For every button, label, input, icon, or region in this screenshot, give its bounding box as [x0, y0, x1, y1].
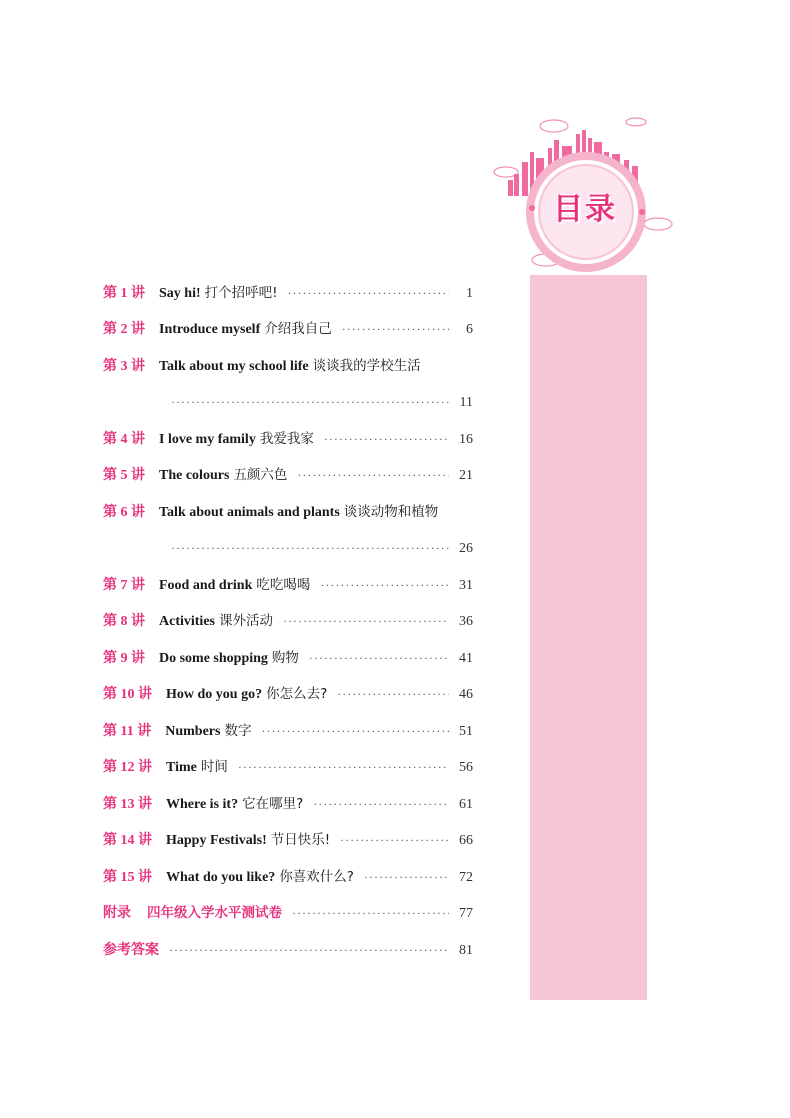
chapter-title-zh: 时间 — [200, 759, 228, 775]
leader-dots — [171, 390, 449, 414]
title-badge — [486, 112, 676, 282]
toc-title: 目录 — [553, 192, 617, 227]
page-number: 6 — [466, 322, 473, 337]
toc-entry-6-continuation[interactable] — [171, 536, 473, 560]
page-number: 46 — [459, 687, 473, 702]
answers-label: 参考答案 — [103, 942, 159, 958]
toc-entry-14[interactable] — [103, 828, 473, 852]
chapter-label: 第 6 讲 — [103, 505, 145, 520]
chapter-label: 第 8 讲 — [103, 614, 145, 629]
toc-entry-10[interactable] — [103, 682, 473, 706]
toc-entry-answers[interactable] — [103, 938, 473, 962]
appendix-label: 附录 — [103, 905, 131, 921]
chapter-label: 第 11 讲 — [103, 724, 152, 739]
toc-entry-4[interactable] — [103, 427, 473, 451]
leader-dots — [324, 427, 449, 451]
toc-entry-13[interactable] — [103, 792, 473, 816]
leader-dots — [171, 536, 449, 560]
chapter-title-zh: 我爱我家 — [259, 431, 314, 447]
chapter-title-zh: 介绍我自己 — [264, 321, 332, 337]
chapter-title-zh: 你怎么去? — [266, 686, 328, 702]
page-number: 61 — [459, 797, 473, 812]
chapter-label: 第 12 讲 — [103, 760, 152, 775]
page-number: 1 — [466, 286, 473, 301]
chapter-title: Say hi! — [159, 286, 201, 301]
chapter-label: 第 14 讲 — [103, 833, 152, 848]
chapter-title: Introduce myself — [159, 322, 261, 337]
toc-entry-3[interactable] — [103, 354, 473, 378]
chapter-title-zh: 谈谈动物和植物 — [343, 504, 439, 520]
chapter-title-zh: 你喜欢什么? — [279, 869, 354, 885]
leader-dots — [169, 938, 449, 962]
chapter-title: Talk about animals and plants — [159, 505, 340, 520]
chapter-title-zh: 打个招呼吧! — [204, 285, 278, 301]
chapter-title: How do you go? — [166, 687, 263, 702]
leader-dots — [337, 682, 449, 706]
leader-dots — [288, 281, 449, 305]
page-number: 77 — [459, 906, 473, 921]
leader-dots — [292, 901, 449, 925]
chapter-title: Food and drink — [159, 578, 253, 593]
toc-entry-9[interactable] — [103, 646, 473, 670]
chapter-title: Talk about my school life — [159, 359, 309, 374]
leader-dots — [340, 828, 449, 852]
appendix-title: 四年级入学水平测试卷 — [147, 905, 282, 921]
toc-entry-8[interactable] — [103, 609, 473, 633]
page-number: 31 — [459, 578, 473, 593]
page-number: 51 — [459, 724, 473, 739]
page-number: 72 — [459, 870, 473, 885]
chapter-label: 第 15 讲 — [103, 870, 152, 885]
chapter-title: What do you like? — [166, 870, 276, 885]
chapter-title: Do some shopping — [159, 651, 268, 666]
page-number: 81 — [459, 943, 473, 958]
toc-entry-1[interactable] — [103, 281, 473, 305]
page-number: 56 — [459, 760, 473, 775]
toc-entry-11[interactable] — [103, 719, 473, 743]
leader-dots — [320, 573, 449, 597]
leader-dots — [238, 755, 449, 779]
chapter-title-zh: 节日快乐! — [270, 832, 331, 848]
toc-entry-12[interactable] — [103, 755, 473, 779]
chapter-label: 第 2 讲 — [103, 322, 145, 337]
chapter-label: 第 9 讲 — [103, 651, 145, 666]
page-number: 21 — [459, 468, 473, 483]
chapter-label: 第 1 讲 — [103, 286, 145, 301]
toc-entry-appendix[interactable] — [103, 901, 473, 925]
leader-dots — [283, 609, 449, 633]
chapter-title: Where is it? — [166, 797, 239, 812]
chapter-title-zh: 五颜六色 — [233, 467, 288, 483]
decorative-side-bar — [530, 275, 647, 1000]
chapter-title-zh: 购物 — [271, 650, 299, 666]
page-number: 66 — [459, 833, 473, 848]
chapter-label: 第 3 讲 — [103, 359, 145, 374]
leader-dots — [342, 317, 449, 341]
page-number: 41 — [459, 651, 473, 666]
chapter-label: 第 5 讲 — [103, 468, 145, 483]
leader-dots — [261, 719, 449, 743]
chapter-label: 第 13 讲 — [103, 797, 152, 812]
toc-entry-3-continuation[interactable] — [171, 390, 473, 414]
chapter-title: Activities — [159, 614, 215, 629]
chapter-title-zh: 吃吃喝喝 — [256, 577, 311, 593]
chapter-title: Happy Festivals! — [166, 833, 267, 848]
chapter-label: 第 4 讲 — [103, 432, 145, 447]
page-number: 36 — [459, 614, 473, 629]
chapter-title: Numbers — [165, 724, 221, 739]
chapter-title-zh: 它在哪里? — [242, 796, 304, 812]
chapter-title: I love my family — [159, 432, 256, 447]
leader-dots — [364, 865, 449, 889]
toc-entry-5[interactable] — [103, 463, 473, 487]
page-number: 11 — [459, 395, 473, 410]
chapter-title: Time — [166, 760, 197, 775]
chapter-title-zh: 课外活动 — [218, 613, 273, 629]
leader-dots — [309, 646, 449, 670]
chapter-label: 第 7 讲 — [103, 578, 145, 593]
page-number: 26 — [459, 541, 473, 556]
page-number: 16 — [459, 432, 473, 447]
leader-dots — [297, 463, 449, 487]
chapter-title-zh: 谈谈我的学校生活 — [312, 358, 421, 374]
toc-entry-15[interactable] — [103, 865, 473, 889]
chapter-label: 第 10 讲 — [103, 687, 152, 702]
toc-entry-2[interactable] — [103, 317, 473, 341]
toc-entry-6[interactable] — [103, 500, 473, 524]
toc-entry-7[interactable] — [103, 573, 473, 597]
leader-dots — [313, 792, 449, 816]
chapter-title: The colours — [159, 468, 230, 483]
chapter-title-zh: 数字 — [224, 723, 252, 739]
